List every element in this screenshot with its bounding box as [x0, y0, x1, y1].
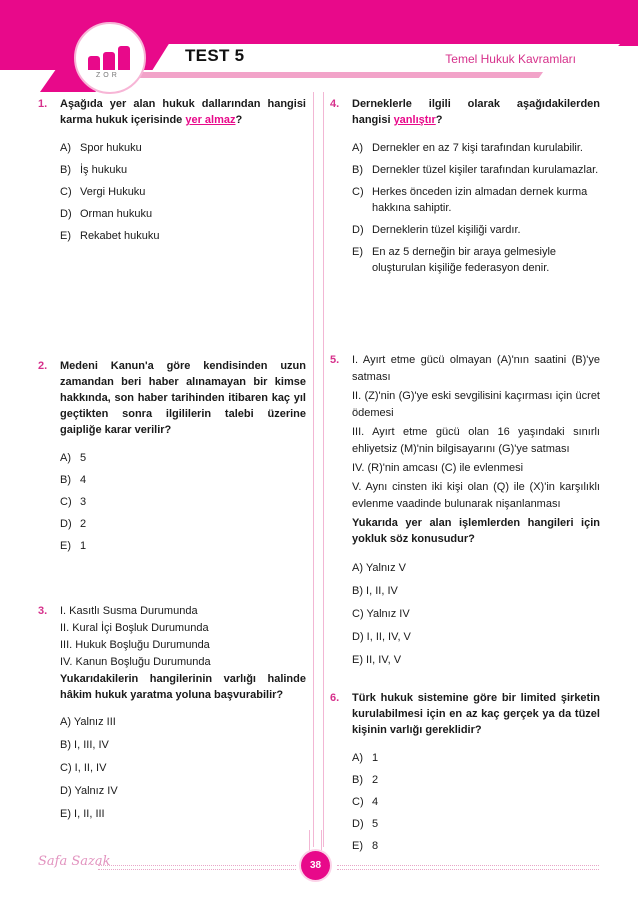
- question-number: 1.: [38, 98, 48, 110]
- difficulty-logo: [30, 22, 160, 94]
- option-a[interactable]: A) Yalnız III: [60, 716, 116, 728]
- option-a[interactable]: A) Yalnız V: [352, 562, 407, 574]
- subject-title: Temel Hukuk Kavramları: [445, 52, 576, 66]
- option-d[interactable]: D) Orman hukuku: [60, 208, 153, 220]
- premise-item: I. Kasıtlı Susma Durumunda: [60, 605, 198, 617]
- author-signature: Safa Sazak: [38, 854, 111, 869]
- question-number: 6.: [330, 692, 340, 704]
- question-number: 5.: [330, 354, 340, 366]
- question-6: [330, 690, 600, 854]
- question-2: [38, 358, 306, 554]
- option-b[interactable]: B) I, III, IV: [60, 739, 109, 751]
- option-d[interactable]: D) 2: [60, 518, 87, 530]
- difficulty-bars-icon: [88, 46, 130, 70]
- page-number-badge: 38: [301, 851, 330, 880]
- question-1: [38, 96, 306, 244]
- test-title: TEST 5: [185, 46, 245, 65]
- option-a[interactable]: A) 1: [352, 752, 379, 764]
- question-4: [330, 96, 600, 276]
- question-5: [330, 352, 600, 668]
- premise-item: III. Hukuk Boşluğu Durumunda: [60, 639, 210, 651]
- option-c[interactable]: C) Vergi Hukuku: [60, 186, 146, 198]
- option-b[interactable]: B) İş hukuku: [60, 164, 128, 176]
- option-e[interactable]: E) I, II, III: [60, 808, 105, 820]
- question-number: 4.: [330, 98, 340, 110]
- option-c[interactable]: C) Yalnız IV: [352, 608, 410, 620]
- title-underline: [128, 72, 543, 78]
- premise-item: I. Ayırt etme gücü olmayan (A)'nın saatini (B)'ye satması: [352, 354, 600, 383]
- option-e[interactable]: E) En az 5 derneğin bir araya gelmesiyle oluşturulan kişiliğe federasyon denir.: [352, 246, 557, 274]
- question-stem: Yukarıda yer alan işlemlerden hangileri için yokluk söz konusudur?: [352, 517, 600, 545]
- question-number: 2.: [38, 360, 48, 372]
- footer-decorative-line-right: [337, 865, 599, 870]
- option-d[interactable]: D) I, II, IV, V: [352, 631, 411, 643]
- option-d[interactable]: D) Derneklerin tüzel kişiliği vardır.: [352, 224, 521, 236]
- emphasis-text: yer almaz: [185, 114, 236, 126]
- option-d[interactable]: D) Yalnız IV: [60, 785, 118, 797]
- option-a[interactable]: A) Spor hukuku: [60, 142, 142, 154]
- column-divider: [313, 92, 324, 847]
- option-b[interactable]: B) 2: [352, 774, 379, 786]
- premise-item: II. Kural İçi Boşluk Durumunda: [60, 622, 209, 634]
- option-c[interactable]: C) 4: [352, 796, 379, 808]
- premise-item: IV. Kanun Boşluğu Durumunda: [60, 656, 211, 668]
- option-c[interactable]: C) 3: [60, 496, 87, 508]
- option-e[interactable]: E) Rekabet hukuku: [60, 230, 160, 242]
- question-stem: Aşağıda yer alan hukuk dallarından hangisi karma hukuk içerisinde yer almaz?: [60, 98, 306, 126]
- emphasis-text: yanlıştır: [393, 114, 436, 126]
- option-e[interactable]: E) 8: [352, 840, 379, 852]
- option-a[interactable]: A) 5: [60, 452, 87, 464]
- page-number-stem: [309, 830, 322, 852]
- option-b[interactable]: B) 4: [60, 474, 87, 486]
- option-a[interactable]: A) Dernekler en az 7 kişi tarafından kurulabilir.: [352, 142, 583, 154]
- premise-item: V. Aynı cinsten iki kişi olan (Q) ile (X)'in karşılıklı evlenme vaadinde bulunarak nişanlanması: [352, 481, 600, 510]
- question-stem: Medeni Kanun'a göre kendisinden uzun zamandan beri haber alınamayan bir kimse hakkında, son haber tarihinden itibaren kaç yıl geçtikten sonra ilgililerin talebi üzerine gaipliğe karar verilir?: [60, 360, 306, 436]
- premise-item: III. Ayırt etme gücü olan 16 yaşındaki sınırlı ehliyetsiz (M)'nin bilgisayarını (G)'ye satması: [352, 426, 600, 455]
- question-number: 3.: [38, 605, 48, 617]
- option-e[interactable]: E) 1: [60, 540, 87, 552]
- option-e[interactable]: E) II, IV, V: [352, 654, 402, 666]
- option-d[interactable]: D) 5: [352, 818, 379, 830]
- question-3: [38, 603, 306, 822]
- footer-decorative-line-left: [98, 865, 296, 870]
- premise-item: IV. (R)'nin amcası (C) ile evlenmesi: [352, 462, 524, 474]
- option-b[interactable]: B) Dernekler tüzel kişiler tarafından kurulamazlar.: [352, 164, 599, 176]
- question-stem: Derneklerle ilgili olarak aşağıdakilerden hangisi yanlıştır?: [352, 98, 600, 126]
- question-stem: Yukarıdakilerin hangilerinin varlığı halinde hâkim hukuk yaratma yoluna başvurabilir?: [60, 673, 306, 701]
- option-b[interactable]: B) I, II, IV: [352, 585, 398, 597]
- question-stem: Türk hukuk sistemine göre bir limited şirketin kurulabilmesi için en az kaç gerçek ya da tüzel kişinin varlığı gereklidir?: [352, 692, 600, 736]
- option-c[interactable]: C) I, II, IV: [60, 762, 107, 774]
- option-c[interactable]: C) Herkes önceden izin almadan dernek kurma hakkına sahiptir.: [352, 186, 588, 214]
- premise-item: II. (Z)'nin (G)'ye eski sevgilisini kaçırması için ücret ödemesi: [352, 390, 600, 419]
- difficulty-label: ZOR: [96, 72, 120, 79]
